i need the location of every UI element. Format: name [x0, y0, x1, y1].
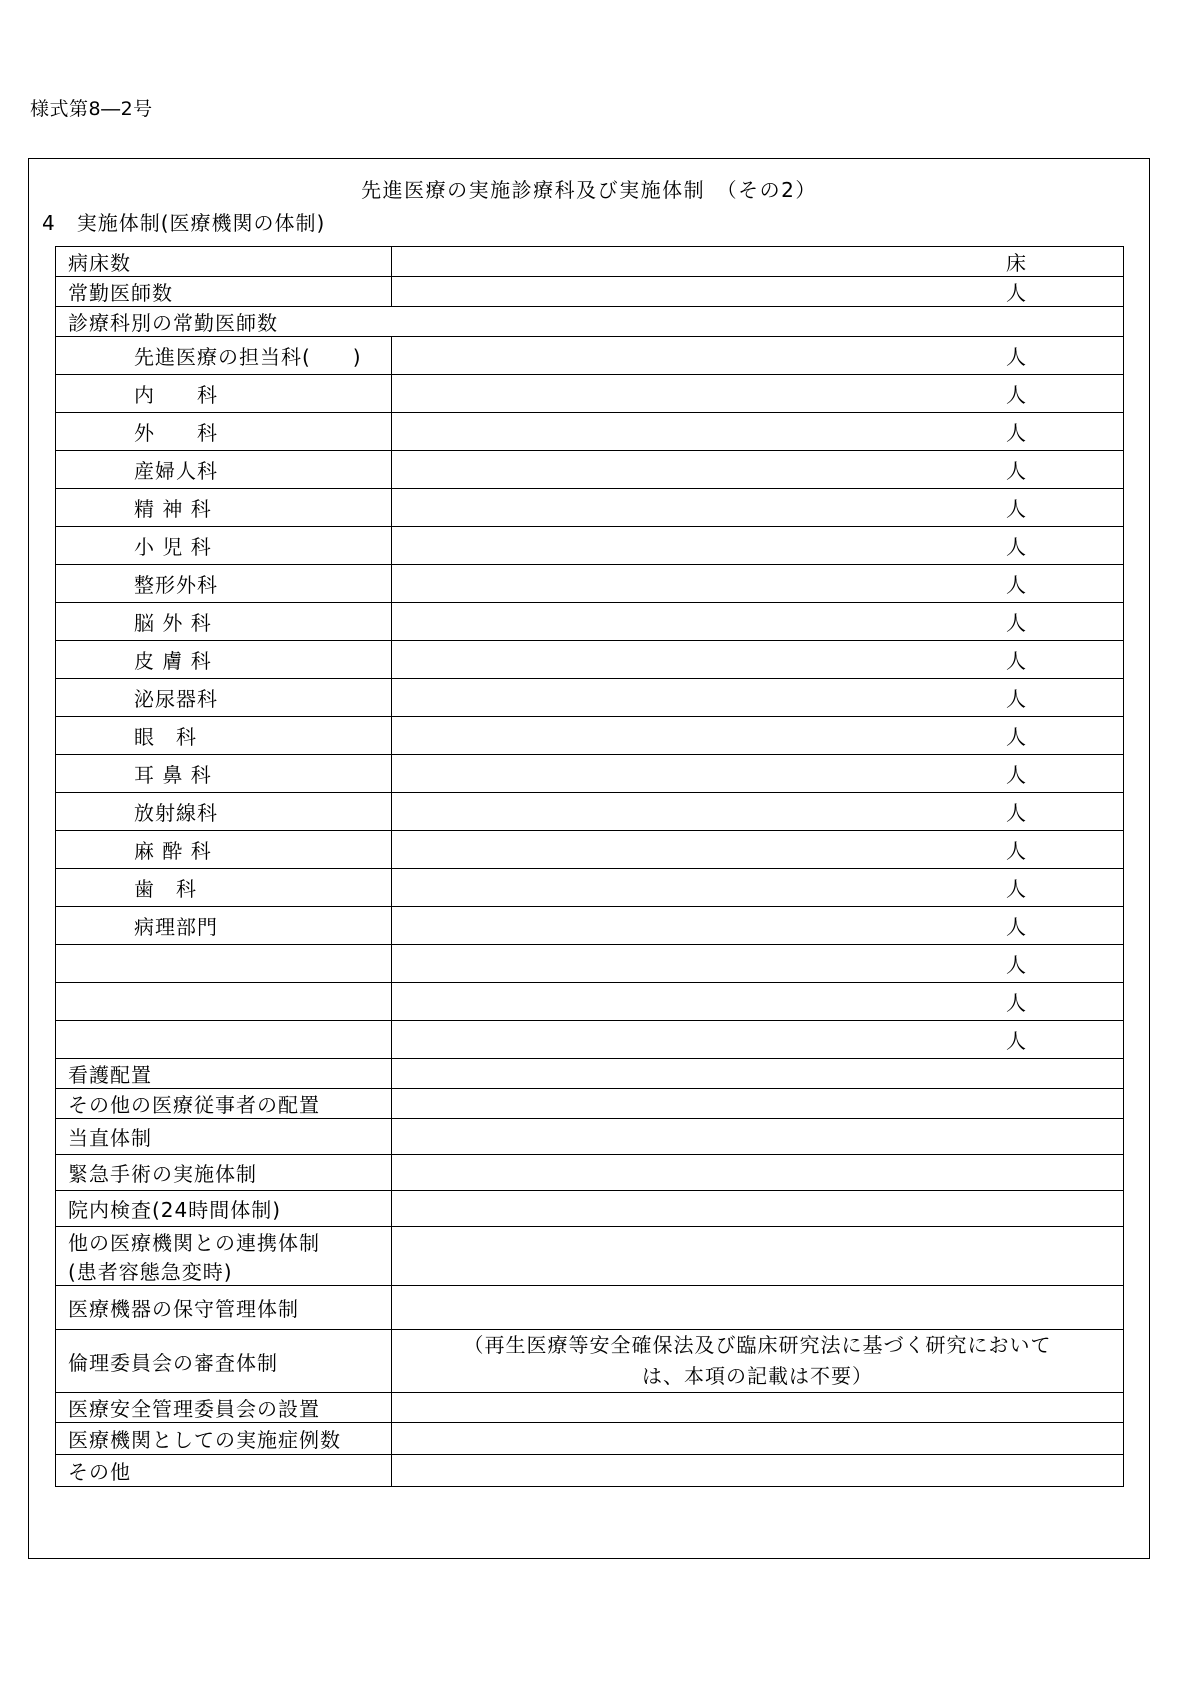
cooperation-label — [56, 1227, 392, 1286]
dept-unit: 人 — [392, 565, 1124, 603]
blank-dept-label — [56, 945, 392, 983]
night-duty-label: 当直体制 — [56, 1119, 392, 1155]
dept-unit: 人 — [392, 603, 1124, 641]
dept-unit: 人 — [392, 831, 1124, 869]
dept-label: 歯 科 — [56, 869, 392, 907]
ethics-label: 倫理委員会の審査体制 — [56, 1330, 392, 1393]
dept-label: 産婦人科 — [56, 451, 392, 489]
other-value — [392, 1455, 1124, 1487]
dept-unit: 人 — [392, 907, 1124, 945]
dept-unit: 人 — [392, 793, 1124, 831]
table-row — [56, 603, 1124, 641]
table-row — [56, 337, 1124, 375]
table-row — [56, 945, 1124, 983]
dept-label: 泌尿器科 — [56, 679, 392, 717]
dept-unit: 人 — [392, 375, 1124, 413]
safety-committee-label: 医療安全管理委員会の設置 — [56, 1393, 392, 1423]
equipment-label: 医療機器の保守管理体制 — [56, 1286, 392, 1330]
table-row — [56, 451, 1124, 489]
document-title: 先進医療の実施診療科及び実施体制 （その2） — [361, 178, 817, 202]
by-department-header: 診療科別の常勤医師数 — [56, 307, 1124, 337]
table-row — [56, 679, 1124, 717]
table-row — [56, 1089, 1124, 1119]
dept-label: 耳 鼻 科 — [56, 755, 392, 793]
cooperation-value — [392, 1227, 1124, 1286]
nursing-label: 看護配置 — [56, 1059, 392, 1089]
lab-24h-label: 院内検査(24時間体制) — [56, 1191, 392, 1227]
table-row — [56, 1455, 1124, 1487]
dept-label: 小 児 科 — [56, 527, 392, 565]
table-row — [56, 527, 1124, 565]
case-count-value — [392, 1423, 1124, 1455]
dept-label: 眼 科 — [56, 717, 392, 755]
table-row — [56, 1119, 1124, 1155]
dept-unit: 人 — [392, 413, 1124, 451]
ethics-note-line2: は、本項の記載は不要） — [642, 1364, 873, 1388]
beds-unit: 床 — [392, 247, 1124, 277]
table-row — [56, 1393, 1124, 1423]
dept-unit: 人 — [392, 679, 1124, 717]
ethics-note-line1: （再生医療等安全確保法及び臨床研究法に基づく研究において — [463, 1333, 1052, 1357]
dept-unit: 人 — [392, 527, 1124, 565]
dept-label: 精 神 科 — [56, 489, 392, 527]
dept-unit: 人 — [392, 717, 1124, 755]
table-row — [56, 793, 1124, 831]
dept-label: 外 科 — [56, 413, 392, 451]
blank-dept-label — [56, 1021, 392, 1059]
table-row — [56, 307, 1124, 337]
table-row — [56, 1227, 1124, 1286]
table-row — [56, 1330, 1124, 1393]
dept-unit: 人 — [392, 869, 1124, 907]
beds-label: 病床数 — [56, 247, 392, 277]
dept-label: 脳 外 科 — [56, 603, 392, 641]
other-staff-value — [392, 1089, 1124, 1119]
table-row — [56, 717, 1124, 755]
case-count-label: 医療機関としての実施症例数 — [56, 1423, 392, 1455]
table-row — [56, 1191, 1124, 1227]
cooperation-label-line1: 他の医療機関との連携体制 — [68, 1231, 320, 1255]
blank-dept-unit: 人 — [392, 983, 1124, 1021]
table-row — [56, 983, 1124, 1021]
dept-label: 放射線科 — [56, 793, 392, 831]
dept-unit: 人 — [392, 337, 1124, 375]
nursing-value — [392, 1059, 1124, 1089]
table-row — [56, 1155, 1124, 1191]
doctors-label: 常勤医師数 — [56, 277, 392, 307]
table-row — [56, 247, 1124, 277]
table-row — [56, 831, 1124, 869]
table-row — [56, 1059, 1124, 1089]
dept-label: 整形外科 — [56, 565, 392, 603]
table-row — [56, 907, 1124, 945]
dept-label: 皮 膚 科 — [56, 641, 392, 679]
dept-unit: 人 — [392, 641, 1124, 679]
form-number: 様式第8―2号 — [30, 98, 153, 120]
dept-unit: 人 — [392, 755, 1124, 793]
table-row — [56, 1021, 1124, 1059]
emergency-surgery-label: 緊急手術の実施体制 — [56, 1155, 392, 1191]
table-row — [56, 489, 1124, 527]
table-row — [56, 869, 1124, 907]
dept-unit: 人 — [392, 451, 1124, 489]
table-row — [56, 375, 1124, 413]
staffing-table — [55, 246, 1124, 1487]
other-staff-label: その他の医療従事者の配置 — [56, 1089, 392, 1119]
emergency-surgery-value — [392, 1155, 1124, 1191]
cooperation-label-line2: (患者容態急変時) — [68, 1260, 233, 1284]
dept-label: 病理部門 — [56, 907, 392, 945]
blank-dept-unit: 人 — [392, 945, 1124, 983]
dept-label: 内 科 — [56, 375, 392, 413]
table-row — [56, 413, 1124, 451]
form-frame — [28, 158, 1150, 1559]
dept-label: 先進医療の担当科( ) — [56, 337, 392, 375]
table-row — [56, 755, 1124, 793]
section-title: 4 実施体制(医療機関の体制) — [42, 211, 326, 235]
safety-committee-value — [392, 1393, 1124, 1423]
lab-24h-value — [392, 1191, 1124, 1227]
table-row — [56, 277, 1124, 307]
blank-dept-label — [56, 983, 392, 1021]
doctors-unit: 人 — [392, 277, 1124, 307]
other-label: その他 — [56, 1455, 392, 1487]
dept-unit: 人 — [392, 489, 1124, 527]
equipment-value — [392, 1286, 1124, 1330]
ethics-note — [392, 1330, 1124, 1393]
table-row — [56, 641, 1124, 679]
table-row — [56, 1423, 1124, 1455]
table-row — [56, 565, 1124, 603]
dept-label: 麻 酔 科 — [56, 831, 392, 869]
table-row — [56, 1286, 1124, 1330]
night-duty-value — [392, 1119, 1124, 1155]
blank-dept-unit: 人 — [392, 1021, 1124, 1059]
